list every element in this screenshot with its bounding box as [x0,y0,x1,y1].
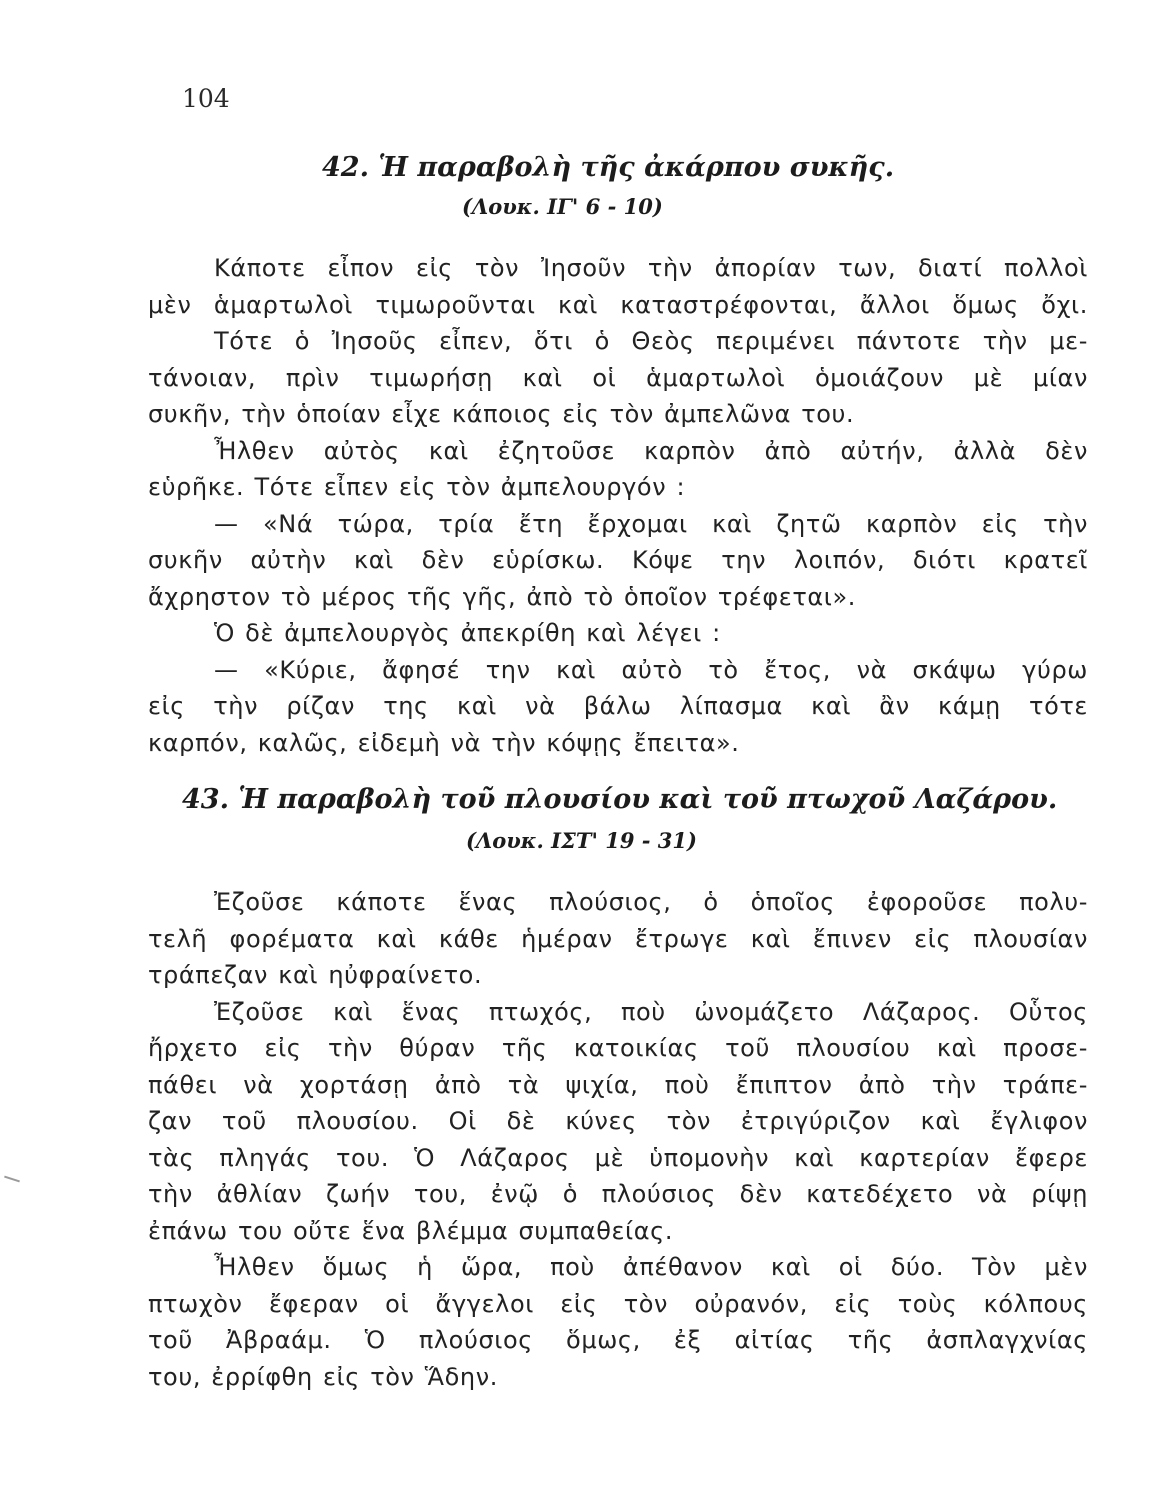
text-line: ζαν τοῦ πλουσίου. Οἱ δὲ κύνες τὸν ἐτριγύριζον καὶ ἔγλιφον [148,1107,1088,1135]
text-line: Ὁ δὲ ἀμπελουργὸς ἀπεκρίθη καὶ λέγει : [214,619,721,647]
text-line: Ἐζοῦσε κάποτε ἕνας πλούσιος, ὁ ὁποῖος ἐφοροῦσε πολυ- [214,888,1088,916]
text-line: — «Νά τώρα, τρία ἔτη ἔρχομαι καὶ ζητῶ καρπὸν εἰς τὴν [214,509,1088,538]
text-line: Ἦλθεν αὐτὸς καὶ ἐζητοῦσε καρπὸν ἀπὸ αὐτήν, ἀλλὰ δὲν [214,436,1088,465]
text-line: εὑρῆκε. Τότε εἶπεν εἰς τὸν ἀμπελουργόν : [148,473,686,501]
text-line: Τότε ὁ Ἰησοῦς εἶπεν, ὅτι ὁ Θεὸς περιμένει πάντοτε τὴν με- [214,327,1088,355]
text-line: πτωχὸν ἔφεραν οἱ ἄγγελοι εἰς τὸν οὐρανόν, εἰς τοὺς κόλπους [148,1289,1088,1318]
text-line: τοῦ Ἀβραάμ. Ὁ πλούσιος ὅμως, ἐξ αἰτίας τῆς ἀσπλαγχνίας [148,1326,1088,1354]
text-line: τάνοιαν, πρὶν τιμωρήσῃ καὶ οἱ ἁμαρτωλοὶ ὁμοιάζουν μὲ μίαν [148,363,1088,392]
text-line: τράπεζαν καὶ ηὐφραίνετο. [148,961,483,989]
text-line: καρπόν, καλῶς, εἰδεμὴ νὰ τὴν κόψῃς ἔπειτα». [148,728,740,757]
section-43-body [148,884,1088,1395]
text-line: πάθει νὰ χορτάσῃ ἀπὸ τὰ ψιχία, ποὺ ἔπιπτον ἀπὸ τὴν τράπε- [148,1070,1088,1099]
text-line: ἤρχετο εἰς τὴν θύραν τῆς κατοικίας τοῦ πλουσίου καὶ προσε- [148,1034,1088,1062]
text-line: εἰς τὴν ρίζαν της καὶ νὰ βάλω λίπασμα καὶ ἂν κάμῃ τότε [148,692,1088,720]
text-line: Κάποτε εἶπον εἰς τὸν Ἰησοῦν τὴν ἀπορίαν των, διατί πολλοὶ [214,254,1088,282]
section-43-reference: (Λουκ. ΙΣΤ' 19 - 31) [466,828,697,853]
text-line: Ἐζοῦσε καὶ ἕνας πτωχός, ποὺ ὠνομάζετο Λάζαρος. Οὗτος [214,997,1088,1026]
text-line: συκῆν, τὴν ὁποίαν εἶχε κάποιος εἰς τὸν ἀμπελῶνα του. [148,400,855,428]
section-43-title: 43. Ἡ παραβολὴ τοῦ πλουσίου καὶ τοῦ πτωχοῦ Λαζάρου. [182,784,1058,815]
text-line: μὲν ἁμαρτωλοὶ τιμωροῦνται καὶ καταστρέφονται, ἄλλοι ὅμως ὄχι. [148,290,1088,319]
section-42-title: 42. Ἡ παραβολὴ τῆς ἀκάρπου συκῆς. [322,152,895,183]
text-line: τελῆ φορέματα καὶ κάθε ἡμέραν ἔτρωγε καὶ ἔπινεν εἰς πλουσίαν [148,924,1088,953]
section-42-reference: (Λουκ. ΙΓ' 6 - 10) [462,194,663,219]
text-line: του, ἐρρίφθη εἰς τὸν Ἅδην. [148,1362,498,1391]
text-line: ἐπάνω του οὔτε ἕνα βλέμμα συμπαθείας. [148,1216,674,1245]
text-line: τὰς πληγάς του. Ὁ Λάζαρος μὲ ὑπομονὴν καὶ καρτερίαν ἔφερε [148,1143,1088,1172]
text-line: — «Κύριε, ἄφησέ την καὶ αὐτὸ τὸ ἔτος, νὰ σκάψω γύρω [214,655,1088,684]
margin-mark [4,1176,20,1183]
text-line: ἄχρηστον τὸ μέρος τῆς γῆς, ἀπὸ τὸ ὁποῖον τρέφεται». [148,582,857,611]
text-line: συκῆν αὐτὴν καὶ δὲν εὑρίσκω. Κόψε την λοιπόν, διότι κρατεῖ [148,546,1088,574]
page-number: 104 [182,84,230,113]
text-line: τὴν ἀθλίαν ζωήν του, ἐνῷ ὁ πλούσιος δὲν κατεδέχετο νὰ ρίψῃ [148,1180,1088,1208]
section-42-body [148,250,1088,761]
text-line: Ἦλθεν ὅμως ἡ ὥρα, ποὺ ἀπέθανον καὶ οἱ δύο. Τὸν μὲν [214,1253,1088,1281]
